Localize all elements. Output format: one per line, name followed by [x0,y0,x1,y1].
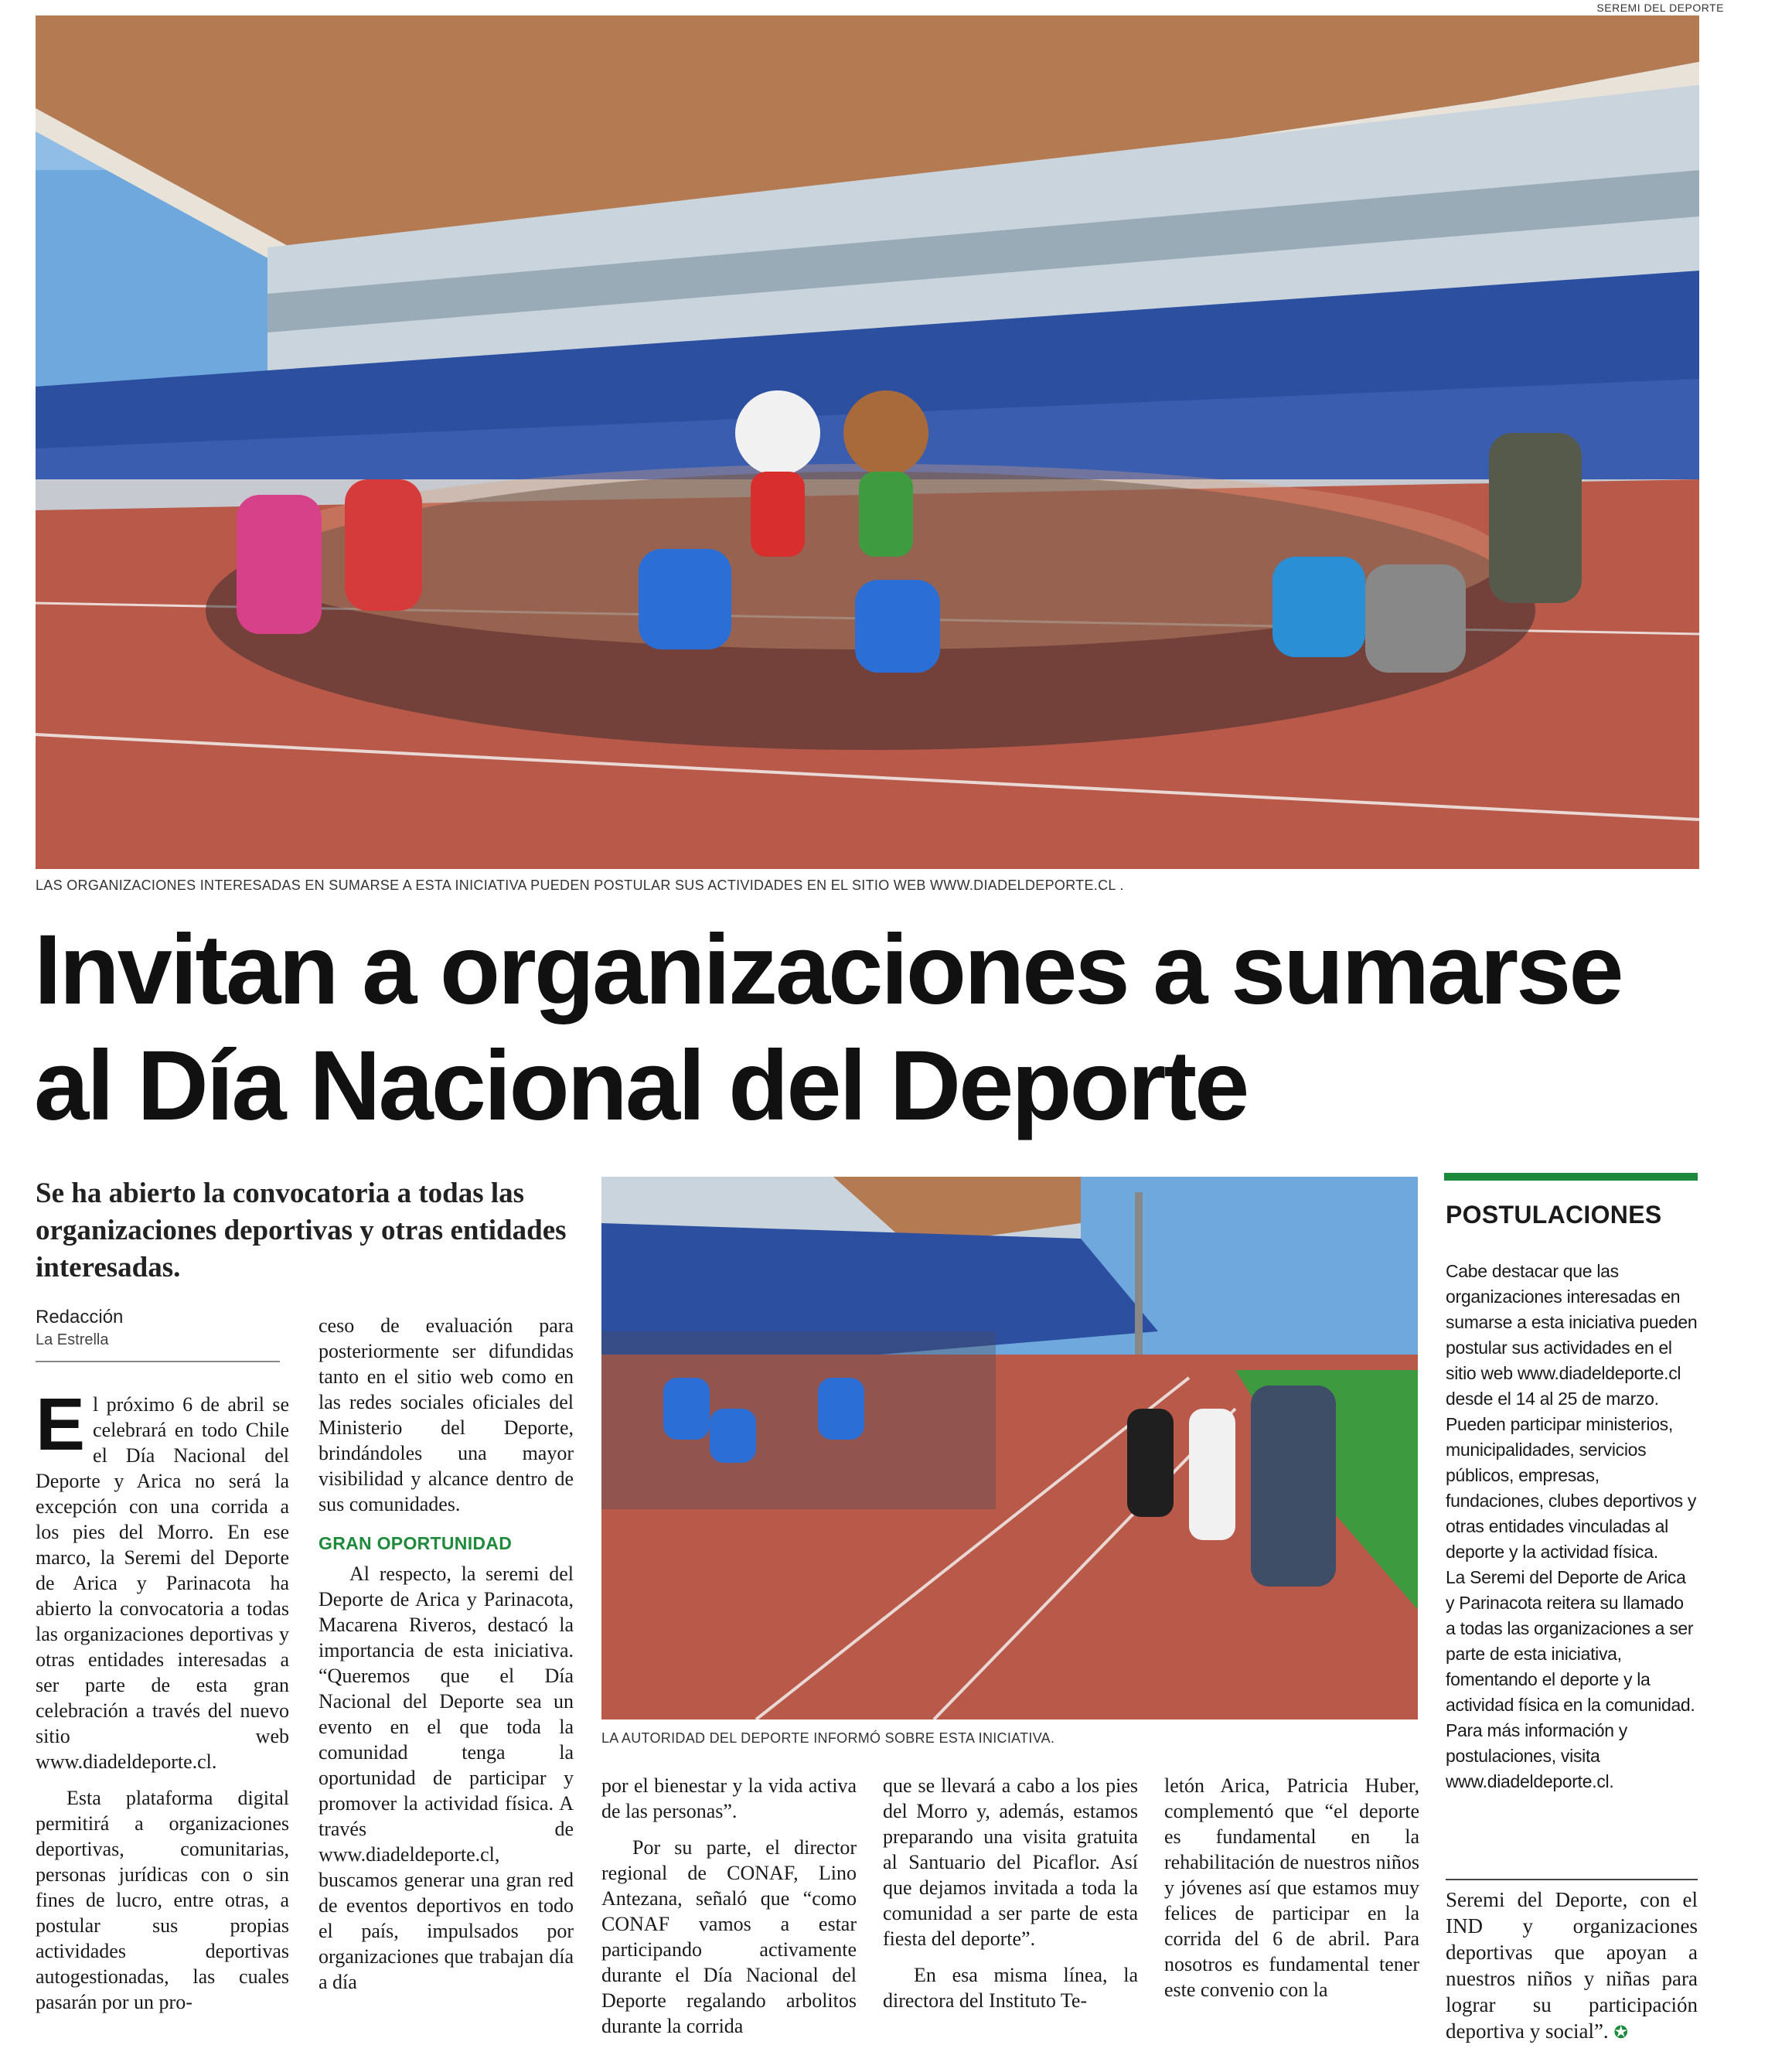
col1-paragraph-1: l próximo 6 de abril se celebrará en todo Chile el Día Nacional del Deporte y Arica no será la excepción con una corrida a los pies del Morro. En ese marco, la Seremi del Deporte de Arica y Parinacota ha abierto la convocatoria a todas las organizaciones deportivas y otras entidades interesadas a ser parte de esta gran celebración a través del nuevo sitio web www.diadeldeporte.cl. [36,1393,289,1773]
col5-paragraph-1: letón Arica, Patricia Huber, complementó que “el deporte es fundamental en la rehabilitación de nuestros niños y jóvenes así que estamos muy felices de participar en la corrida del 6 de abril. Para nosotros es fundamental tener este convenio con la [1164,1774,1419,2001]
dropcap: E [36,1392,86,1466]
byline-rule [36,1361,280,1362]
col3-paragraph-1: por el bienestar y la vida activa de las personas”. [601,1774,857,1822]
byline-paper: La Estrella [36,1331,109,1348]
body-column-4 [883,1773,1138,2057]
sidebar-body [1446,1259,1698,1794]
sidebar-accent-bar [1444,1173,1698,1181]
body-column-3 [601,1773,857,2057]
body-column-1 [36,1392,289,2057]
photo-credit: SEREMI DEL DEPORTE [1596,2,1724,14]
sidebar-rule [1446,1879,1698,1880]
sidebar-quote-text: Seremi del Deporte, con el IND y organizaciones deportivas que apoyan a nuestros niños y niñas para lograr su participación deportiva y social”. [1446,1888,1698,2043]
second-photo [601,1177,1418,1719]
byline-author: Redacción [36,1307,124,1328]
headline-line-1: Invitan a organizaciones a sumarse [34,915,1622,1025]
col4-paragraph-1: que se llevará a cabo a los pies del Morro y, además, estamos preparando una visita gratuita al Santuario del Picaflor. Así que dejamos invitada a toda la comunidad a ser parte de esta fiesta del deporte”. [883,1774,1138,1950]
sidebar-paragraph-2: La Seremi del Deporte de Arica y Parinacota reitera su llamado a todas las organizaciones a ser parte de esta iniciativa, fomentando el deporte y la actividad física en la comunidad. Para más información y postulaciones, visita www.diadeldeporte.cl. [1446,1567,1695,1791]
sidebar-paragraph-1: Cabe destacar que las organizaciones interesadas en sumarse a esta iniciativa pueden postular sus actividades en el sitio web www.diadeldeporte.cl desde el 14 al 25 de marzo. Pueden participar ministerios, municipalidades, servicios públicos, empresas, fundaciones, clubes deportivos y otras entidades vinculadas al deporte y la actividad física. [1446,1261,1698,1562]
col2-paragraph-1: ceso de evaluación para posteriormente ser difundidas tanto en el sitio web como en las redes sociales oficiales del Ministerio del Deporte, brindándoles una mayor visibilidad y alcance dentro de sus comunidades. [319,1314,574,1515]
deck: Se ha abierto la convocatoria a todas las organizaciones deportivas y otras entidades interesadas. [36,1178,567,1283]
body-column-5 [1164,1773,1419,2057]
headline-line-2: al Día Nacional del Deporte [34,1031,1248,1141]
sidebar-quote [1446,1886,1698,2047]
col2-paragraph-2: Al respecto, la seremi del Deporte de Arica y Parinacota, Macarena Riveros, destacó la importancia de esta iniciativa. “Queremos que el Día Nacional del Deporte sea un evento en el que toda la comunidad tenga la oportunidad de participar y promover la actividad física. A través de www.diadeldeporte.cl, buscamos generar una gran red de eventos deportivos en todo el país, impulsados por organizaciones que trabajan día a día [319,1563,574,1993]
headline [34,912,1758,1144]
track-briefing-photo [601,1177,1418,1719]
sidebar-title: POSTULACIONES [1446,1201,1662,1229]
body-column-2 [319,1313,574,2057]
main-photo [36,15,1699,869]
end-mark-icon: ✪ [1613,2023,1628,2043]
second-photo-caption: LA AUTORIDAD DEL DEPORTE INFORMÓ SOBRE ESTA INICIATIVA. [601,1730,1055,1746]
subhead-gran-oportunidad: GRAN OPORTUNIDAD [319,1533,513,1553]
col3-paragraph-2: Por su parte, el director regional de CONAF, Lino Antezana, señaló que “como CONAF vamos a estar participando activamente durante el Día Nacional del Deporte regalando arbolitos durante la corrida [601,1836,857,2037]
col1-paragraph-2: Esta plataforma digital permitirá a organizaciones deportivas, comunitarias, personas jurídicas con o sin fines de lucro, entre otras, a postular sus propias actividades deportivas autogestionadas, las cuales pasarán por un pro- [36,1787,289,2013]
col4-paragraph-2: En esa misma línea, la directora del Instituto Te- [883,1964,1138,2012]
stadium-group-photo [36,15,1699,869]
main-photo-caption: LAS ORGANIZACIONES INTERESADAS EN SUMARSE A ESTA INICIATIVA PUEDEN POSTULAR SUS ACTIVIDADES EN EL SITIO WEB WWW.DIADELDEPORTE.CL . [36,878,1124,893]
